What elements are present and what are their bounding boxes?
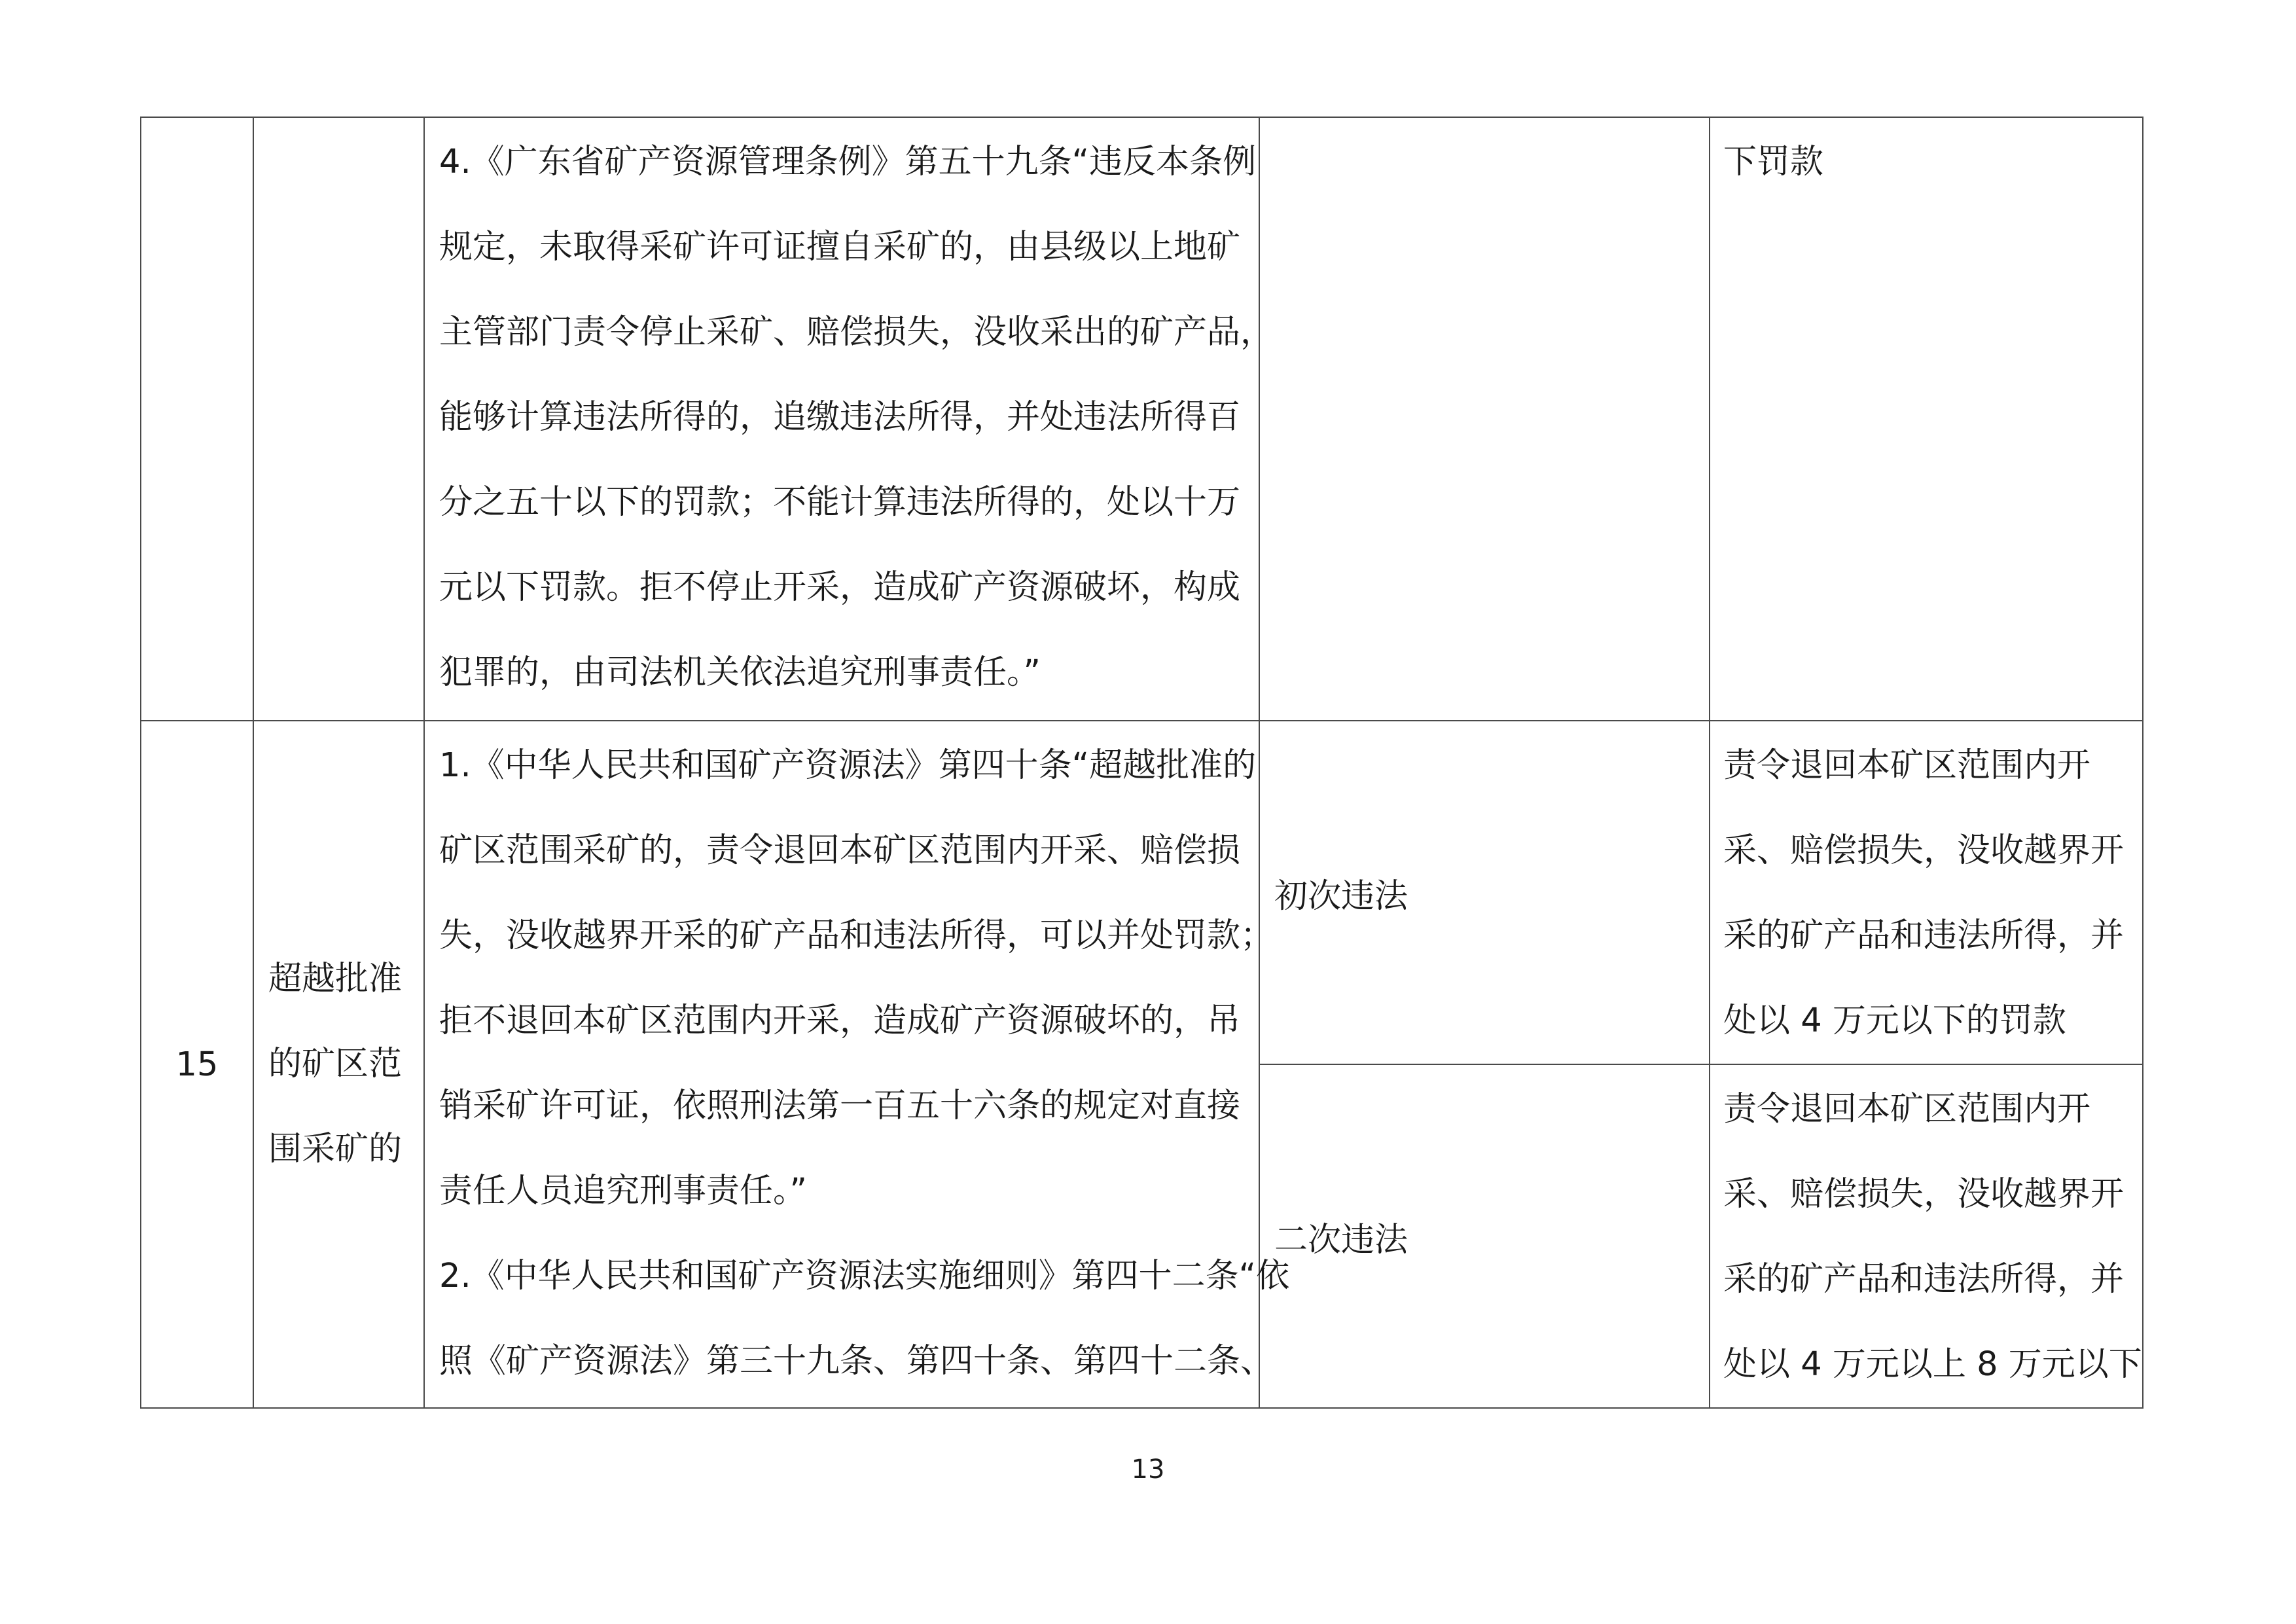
condition-cell: 初次违法 bbox=[1259, 721, 1710, 1064]
page-number: 13 bbox=[1131, 1454, 1165, 1485]
penalty-cell bbox=[1710, 1064, 2143, 1408]
text-line: 处以 4 万元以上 8 万元以下 bbox=[1723, 1345, 2142, 1384]
text-line: 4.《广东省矿产资源管理条例》第五十九条“违反本条例 bbox=[439, 143, 1257, 181]
legal-basis-cell bbox=[424, 721, 1290, 1408]
penalty-text bbox=[1710, 721, 2142, 1064]
text-line: 能够计算违法所得的，追缴违法所得，并处违法所得百 bbox=[439, 398, 1241, 437]
text-line: 责令退回本矿区范围内开 bbox=[1723, 746, 2091, 785]
text-line: 规定，未取得采矿许可证擅自采矿的，由县级以上地矿 bbox=[439, 228, 1241, 266]
text-line: 超越批准 bbox=[268, 960, 403, 998]
text-line: 围采矿的 bbox=[268, 1130, 403, 1168]
text-line: 分之五十以下的罚款；不能计算违法所得的，处以十万 bbox=[439, 483, 1241, 522]
legal-basis-text bbox=[425, 721, 1290, 1404]
table-row bbox=[141, 721, 2143, 1064]
text-line: 处以 4 万元以下的罚款 bbox=[1723, 1001, 2066, 1040]
text-line: 的矿区范 bbox=[268, 1045, 403, 1083]
text-line: 犯罪的，由司法机关依法追究刑事责任。” bbox=[439, 653, 1041, 692]
penalty-cell bbox=[1710, 721, 2143, 1064]
text-line: 下罚款 bbox=[1723, 143, 1824, 181]
text-line: 拒不退回本矿区范围内开采，造成矿产资源破坏的，吊 bbox=[439, 1001, 1241, 1040]
text-line: 2.《中华人民共和国矿产资源法实施细则》第四十二条“依 bbox=[439, 1257, 1290, 1295]
violation-name-cell bbox=[253, 117, 424, 721]
text-line: 照《矿产资源法》第三十九条、第四十条、第四十二条、 bbox=[439, 1342, 1274, 1380]
text-line: 采、赔偿损失，没收越界开 bbox=[1723, 1175, 2125, 1214]
violation-name-cell bbox=[253, 721, 424, 1408]
text-line: 销采矿许可证，依照刑法第一百五十六条的规定对直接 bbox=[439, 1087, 1241, 1125]
number-cell: 15 bbox=[141, 721, 253, 1408]
text-line: 主管部门责令停止采矿、赔偿损失，没收采出的矿产品， bbox=[439, 313, 1274, 352]
penalty-text bbox=[1710, 118, 2142, 205]
legal-basis-cell bbox=[424, 117, 1274, 721]
legal-basis-text bbox=[425, 118, 1274, 715]
text-line: 责令退回本矿区范围内开 bbox=[1723, 1090, 2091, 1128]
condition-cell: 二次违法 bbox=[1259, 1064, 1710, 1408]
text-line: 责任人员追究刑事责任。” bbox=[439, 1172, 807, 1210]
penalty-cell bbox=[1710, 117, 2143, 721]
condition-cell bbox=[1259, 117, 1710, 721]
table-row bbox=[141, 117, 2143, 721]
text-line: 元以下罚款。拒不停止开采，造成矿产资源破坏，构成 bbox=[439, 568, 1241, 607]
text-line: 矿区范围采矿的，责令退回本矿区范围内开采、赔偿损 bbox=[439, 831, 1241, 870]
text-line: 失，没收越界开采的矿产品和违法所得，可以并处罚款； bbox=[439, 916, 1274, 955]
penalty-text bbox=[1710, 1065, 2142, 1407]
penalty-table bbox=[140, 117, 2144, 1409]
violation-name-text bbox=[254, 937, 423, 1192]
text-line: 采的矿产品和违法所得，并 bbox=[1723, 916, 2125, 955]
number-cell bbox=[141, 117, 253, 721]
text-line: 采的矿产品和违法所得，并 bbox=[1723, 1260, 2125, 1299]
text-line: 采、赔偿损失，没收越界开 bbox=[1723, 831, 2125, 870]
text-line: 1.《中华人民共和国矿产资源法》第四十条“超越批准的 bbox=[439, 746, 1257, 785]
